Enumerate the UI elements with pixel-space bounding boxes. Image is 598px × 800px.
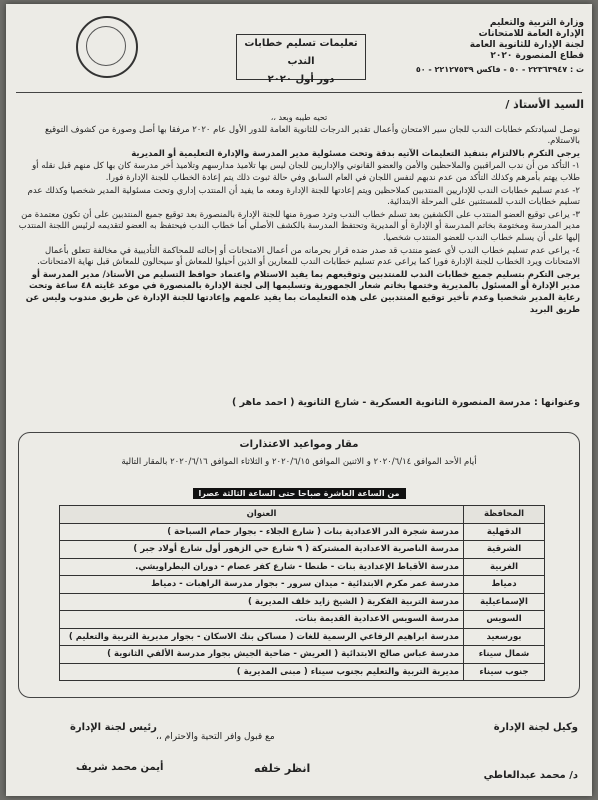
delivery-paragraph: يرجى التكرم بتسليم جميع خطابات الندب للمنتدبين وتوقيعهم بما يفيد الاستلام واعتماد حوافظ التسليم من الأستاذ/ مدير المدرسة أو مدير الإدارة أو المسئول بالمديرية وختمها بخاتم شعار الجمهورية وتسليمها إلى لجنة الإدارة بالمنصورة في موعد غايته ٤٨ ساعة وتحت رعاية المدير شخصيا وعدم تأخير توقيع المنتدبين على هذه التعليمات بما يفيد علمهم وإعادتها للجنة الإدارة عن طريق مندوب وليس عن طريق البريد [25,269,580,315]
instruction-item: ٣- يراعى توقيع العضو المنتدب على الكشفين بعد تسلم خطاب الندب وترد صورة منها للجنة الإدارة بالمنصورة بعد توقيع جميع المنتدبين على أن تكون معتمدة من مدير المدرسة ومختومة بخاتم المدرسة أو الإدارة أو المديرية وتحتفظ المدرسة بالكشف الأصلي أما خطاب الندب فيحتفظ به العضو لتقديمه لرئيس اللجنة المنتدب إليها على أن يسلم خطاب الندب للعضو المنتدب شخصيا. [18,209,580,243]
header-divider [16,92,582,93]
address-cell: مديرية التربية والتعليم بجنوب سيناء ( مبنى المديرية ) [60,663,464,681]
ministry-line: وزارة التربية والتعليم [489,18,584,28]
governorate-cell: الغربية [464,558,545,576]
schedule-title: مقار ومواعيد الاعتذارات [239,439,359,450]
intro-paragraph: نوصل لسيادتكم خطابات الندب للجان سير الامتحان وأعمال تقدير الدرجات للثانوية العامة للدور الأول عام ٢٠٢٠ مرفقا بها أصل وصورة من كشوف التوقيع بالاستلام. [45,124,580,147]
letter-body [18,112,580,317]
governorate-cell: دمياط [464,576,545,594]
governorate-cell: بورسعيد [464,628,545,646]
governorate-cell: الدقهلية [464,523,545,541]
address-cell: مدرسة ابراهيم الرفاعي الرسمية للغات ( مساكن بنك الاسكان - بجوار مديرية التربية والتعليم ) [60,628,464,646]
greeting: تحيه طيبه وبعد ،، [270,113,328,122]
table-row [60,523,545,541]
apology-schedule-box [18,432,580,698]
address-cell: مدرسة التربية الفكرية ( الشيخ زايد خلف المديرية ) [60,593,464,611]
address-cell: مدرسة الأقباط الإعدادية بنات - طنطا - شارع كفر عصام - دوران البطراويشي. [60,558,464,576]
governorate-cell: السويس [464,611,545,629]
table-row [60,558,545,576]
col-address: العنوان [60,506,464,524]
title-line-2: دور أول ٢٠٢٠ [267,74,335,85]
emblem-seal-icon [76,16,138,78]
salutation: السيد الأستاذ / [505,98,584,111]
address-label: وعنوانها : [534,397,580,408]
address-cell: مدرسة السويس الاعدادية القديمة بنات. [60,611,464,629]
table-row [60,663,545,681]
head-name: أيمن محمد شريف [76,762,164,773]
title-box [236,34,366,85]
address-cell: مدرسة عمر مكرم الابتدائية - ميدان سرور - بجوار مدرسة الراهبات - دمياط [60,576,464,594]
table-header-row [60,506,545,524]
governorate-cell: جنوب سيناء [464,663,545,681]
table-row [60,541,545,559]
schedule-dates: أيام الأحد الموافق ٢٠٢٠/٦/١٤ و الاثنين الموافق ٢٠٢٠/٦/١٥ و الثلاثاء الموافق ٢٠٢٠/٦/١٦ بالمقار التالية [121,457,477,467]
deputy-name: د/ محمد عبدالعاطي [483,770,578,781]
table-row [60,576,545,594]
ministry-line: لجنة الإدارة للثانوية العامة [469,40,584,50]
see-back-note: انظر خلفه [254,762,311,775]
address-line [18,396,580,409]
phone-line: ت : ٢٢٣٦٣٩٤٧ - ٥٠ - فاكس ٢٢١٢٧٥٣٩ - ٥٠ [415,65,584,74]
ministry-line: قطاع المنصورة ٢٠٢٠ [490,51,584,61]
instructions-heading: يرجى التكرم بالالتزام بتنفيذ التعليمات الآتيه بدقة وتحت مسئولية مدير المدرسة والإدارة التعليمية أو المديرية [131,148,580,159]
governorate-cell: الإسماعيلية [464,593,545,611]
instruction-item: ١- التأكد من أن ندب المراقبين والملاحظين والأمن والعضو القانوني والإداريين للجان ليس بها تلاميذ مدارسهم وتلاميذ أخر مدرسة كان بها كل منهم قبل نقله أو طلاب يهتم بأمرهم وكذلك التأكد من عدم ندبهم لنفس اللجان في العام السابق وفي حالة ثبوت ذلك يتم إعادة الخطاب للجنة الإدارة فورا. [32,161,580,183]
instruction-item: ٢- عدم تسليم خطابات الندب للإداريين المنتدبين كملاحظين ويتم إعادتها للجنة الإدارة ومعه ما يفيد أن المنتدب إداري وتحت مسئولية المدير شخصيا وكذلك عدم تسليم خطابات الندب للمستثنين على المرحلة الابتدائية. [27,185,580,208]
instruction-item: ٤- يراعى عدم تسليم خطاب الندب لأي عضو منتدب قد صدر ضده قرار بحرمانه من أعمال الامتحانات أو إحالته للمحاكمة التأديبية في مخالفة تتعلق بأعمال الامتحانات ويرد الخطاب للجنة الإدارة فورا كما يراعى عدم تسليم خطابات الندب للمعارين أو الذين أحيلوا للمعاش أو سيحالون للمعاش قبل نهاية الامتحانات. [37,245,580,268]
locations-table [59,505,545,681]
schedule-hours: من الساعة العاشرة صباحا حتى الساعة الثالثة عصرا [193,488,406,499]
table-row [60,646,545,664]
deputy-title: وكيل لجنة الإدارة [493,722,578,733]
governorate-cell: شمال سيناء [464,646,545,664]
address-cell: مدرسة الناصرية الاعدادية المشتركة ( ٩ شارع حي الزهور أول شارع أولاد جبر ) [60,541,464,559]
document-page [6,4,592,796]
title-line-1: تعليمات تسليم خطابات الندب [244,38,358,67]
address-cell: مدرسة شجرة الدر الاعدادية بنات ( شارع الجلاء - بجوار حمام السباحة ) [60,523,464,541]
table-row [60,593,545,611]
table-row [60,628,545,646]
ministry-line: الإدارة العامة للامتحانات [478,29,584,39]
governorate-cell: الشرقية [464,541,545,559]
table-row [60,611,545,629]
head-title: رئيس لجنة الإدارة [70,722,157,733]
address-cell: مدرسة عباس صالح الابتدائية ( العريش - ضاحية الجيش بجوار مدرسة الألفي الثانوية ) [60,646,464,664]
closing-line: مع قبول وافر التحية والاحترام ،، [156,732,275,742]
col-governorate: المحافظة [464,506,545,524]
ministry-header [415,18,584,75]
address-value: مدرسة المنصورة الثانوية العسكرية - شارع الثانوية ( احمد ماهر ) [231,397,531,408]
